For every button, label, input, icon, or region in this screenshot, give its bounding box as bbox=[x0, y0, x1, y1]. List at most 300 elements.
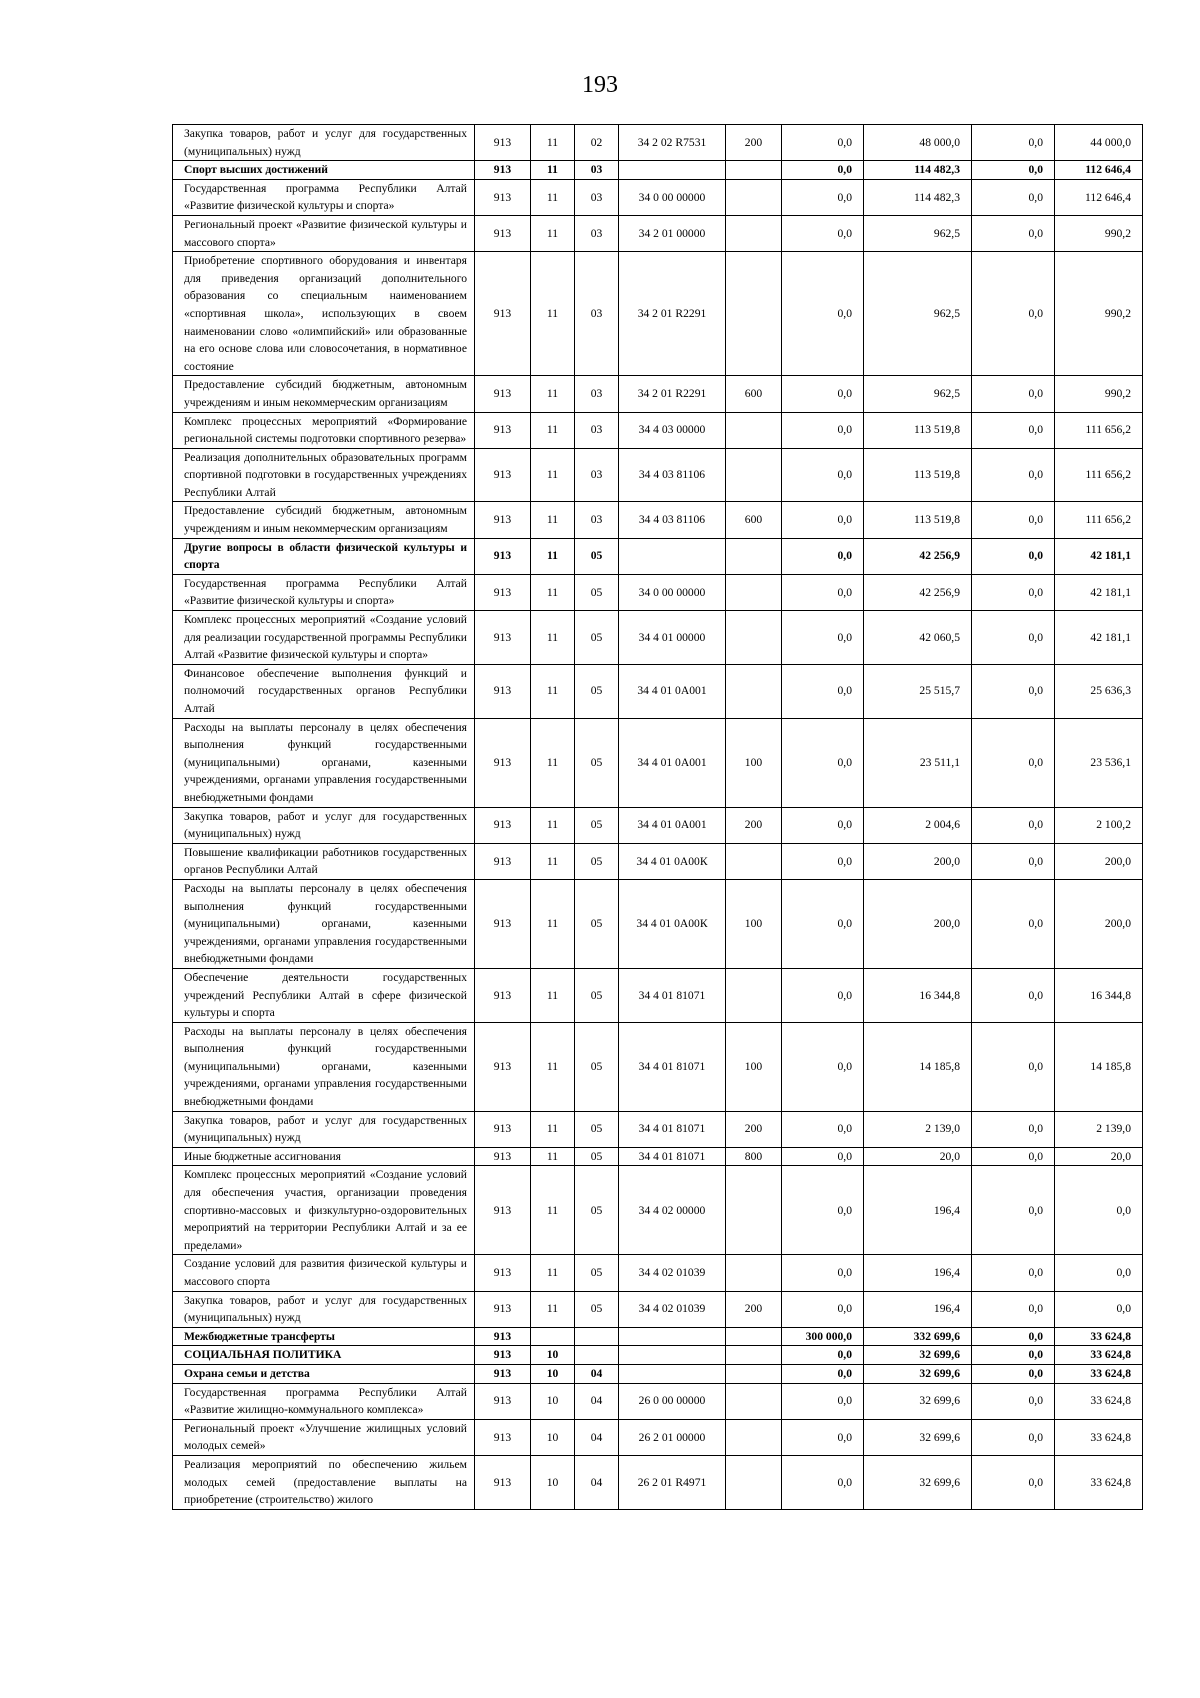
cell-amount-4: 0,0 bbox=[1055, 1291, 1143, 1327]
cell-subsection: 03 bbox=[575, 161, 619, 180]
cell-admin-code: 913 bbox=[475, 1419, 531, 1455]
cell-name: Закупка товаров, работ и услуг для государственных (муниципальных) нужд bbox=[173, 1111, 475, 1147]
cell-section: 10 bbox=[531, 1346, 575, 1365]
table-row bbox=[173, 448, 1143, 502]
cell-target-article: 26 2 01 00000 bbox=[619, 1419, 726, 1455]
cell-amount-4: 990,2 bbox=[1055, 215, 1143, 251]
cell-admin-code: 913 bbox=[475, 161, 531, 180]
cell-amount-4: 990,2 bbox=[1055, 252, 1143, 376]
cell-expense-type bbox=[726, 664, 782, 718]
table-row bbox=[173, 1291, 1143, 1327]
cell-amount-4: 0,0 bbox=[1055, 1166, 1143, 1255]
cell-subsection: 02 bbox=[575, 125, 619, 161]
cell-amount-2: 32 699,6 bbox=[864, 1364, 972, 1383]
cell-admin-code: 913 bbox=[475, 252, 531, 376]
cell-subsection: 05 bbox=[575, 1111, 619, 1147]
cell-amount-2: 42 256,9 bbox=[864, 538, 972, 574]
cell-amount-2: 32 699,6 bbox=[864, 1383, 972, 1419]
cell-amount-2: 114 482,3 bbox=[864, 161, 972, 180]
cell-section: 11 bbox=[531, 179, 575, 215]
cell-amount-1: 0,0 bbox=[782, 1147, 864, 1166]
cell-amount-1: 0,0 bbox=[782, 968, 864, 1022]
cell-admin-code: 913 bbox=[475, 968, 531, 1022]
table-row bbox=[173, 502, 1143, 538]
cell-amount-3: 0,0 bbox=[972, 1147, 1055, 1166]
cell-amount-2: 196,4 bbox=[864, 1255, 972, 1291]
table-row bbox=[173, 1166, 1143, 1255]
cell-expense-type bbox=[726, 252, 782, 376]
cell-expense-type bbox=[726, 448, 782, 502]
cell-amount-4: 0,0 bbox=[1055, 1255, 1143, 1291]
table-row bbox=[173, 161, 1143, 180]
cell-amount-1: 0,0 bbox=[782, 1022, 864, 1111]
cell-subsection: 03 bbox=[575, 179, 619, 215]
table-row bbox=[173, 179, 1143, 215]
table-row bbox=[173, 1383, 1143, 1419]
cell-section: 10 bbox=[531, 1383, 575, 1419]
cell-target-article: 34 2 01 R2291 bbox=[619, 252, 726, 376]
cell-amount-4: 42 181,1 bbox=[1055, 574, 1143, 610]
cell-amount-3: 0,0 bbox=[972, 412, 1055, 448]
cell-target-article: 34 4 02 00000 bbox=[619, 1166, 726, 1255]
cell-expense-type: 200 bbox=[726, 125, 782, 161]
cell-amount-3: 0,0 bbox=[972, 1364, 1055, 1383]
cell-name: Расходы на выплаты персоналу в целях обеспечения выполнения функций государственными (муниципальными) органами, казенными учреждениями, органами управления государственными внебюджетными фондами bbox=[173, 1022, 475, 1111]
cell-subsection: 05 bbox=[575, 968, 619, 1022]
cell-amount-2: 42 256,9 bbox=[864, 574, 972, 610]
cell-section: 11 bbox=[531, 1022, 575, 1111]
cell-subsection: 05 bbox=[575, 538, 619, 574]
cell-admin-code: 913 bbox=[475, 1383, 531, 1419]
cell-admin-code: 913 bbox=[475, 1166, 531, 1255]
table-row bbox=[173, 664, 1143, 718]
cell-amount-4: 42 181,1 bbox=[1055, 611, 1143, 665]
page-number: 193 bbox=[582, 72, 618, 98]
cell-name: Другие вопросы в области физической культуры и спорта bbox=[173, 538, 475, 574]
cell-amount-1: 0,0 bbox=[782, 538, 864, 574]
cell-admin-code: 913 bbox=[475, 215, 531, 251]
cell-amount-1: 0,0 bbox=[782, 1419, 864, 1455]
cell-name: Приобретение спортивного оборудования и инвентаря для приведения организаций дополнительного образования со специальным наименованием «спортивная школа», использующих в своем наименовании слово «олимпийский» или образованные на его основе слова или словосочетания, в нормативное состояние bbox=[173, 252, 475, 376]
cell-amount-4: 200,0 bbox=[1055, 879, 1143, 968]
cell-amount-1: 0,0 bbox=[782, 215, 864, 251]
cell-section: 11 bbox=[531, 376, 575, 412]
cell-section: 11 bbox=[531, 1255, 575, 1291]
cell-expense-type: 100 bbox=[726, 1022, 782, 1111]
cell-amount-1: 0,0 bbox=[782, 1346, 864, 1365]
cell-amount-3: 0,0 bbox=[972, 611, 1055, 665]
cell-target-article: 34 4 03 81106 bbox=[619, 448, 726, 502]
table-row bbox=[173, 125, 1143, 161]
table-row bbox=[173, 1022, 1143, 1111]
cell-subsection: 05 bbox=[575, 1291, 619, 1327]
cell-expense-type bbox=[726, 1383, 782, 1419]
cell-target-article bbox=[619, 538, 726, 574]
cell-name: Комплекс процессных мероприятий «Формирование региональной системы подготовки спортивного резерва» bbox=[173, 412, 475, 448]
cell-admin-code: 913 bbox=[475, 1022, 531, 1111]
cell-amount-3: 0,0 bbox=[972, 1291, 1055, 1327]
cell-amount-1: 0,0 bbox=[782, 161, 864, 180]
cell-amount-3: 0,0 bbox=[972, 1383, 1055, 1419]
cell-amount-4: 33 624,8 bbox=[1055, 1455, 1143, 1509]
cell-amount-1: 0,0 bbox=[782, 1383, 864, 1419]
cell-target-article: 34 4 02 01039 bbox=[619, 1291, 726, 1327]
cell-expense-type bbox=[726, 179, 782, 215]
cell-target-article: 26 0 00 00000 bbox=[619, 1383, 726, 1419]
cell-name: Закупка товаров, работ и услуг для государственных (муниципальных) нужд bbox=[173, 125, 475, 161]
table-row bbox=[173, 376, 1143, 412]
cell-section bbox=[531, 1327, 575, 1346]
cell-admin-code: 913 bbox=[475, 448, 531, 502]
cell-expense-type bbox=[726, 1455, 782, 1509]
cell-amount-4: 111 656,2 bbox=[1055, 448, 1143, 502]
cell-amount-1: 0,0 bbox=[782, 502, 864, 538]
table-row bbox=[173, 1346, 1143, 1365]
cell-subsection: 03 bbox=[575, 448, 619, 502]
cell-name: Комплекс процессных мероприятий «Создание условий для обеспечения участия, организации проведения спортивно-массовых и физкультурно-оздоровительных мероприятий на территории Республики Алтай и за ее пределами» bbox=[173, 1166, 475, 1255]
cell-amount-3: 0,0 bbox=[972, 502, 1055, 538]
cell-amount-3: 0,0 bbox=[972, 1166, 1055, 1255]
table-row bbox=[173, 252, 1143, 376]
cell-name: Реализация дополнительных образовательных программ спортивной подготовки в государственных учреждениях Республики Алтай bbox=[173, 448, 475, 502]
table-row bbox=[173, 215, 1143, 251]
cell-target-article bbox=[619, 1346, 726, 1365]
cell-amount-1: 0,0 bbox=[782, 1255, 864, 1291]
cell-name: Создание условий для развития физической культуры и массового спорта bbox=[173, 1255, 475, 1291]
cell-name: Обеспечение деятельности государственных учреждений Республики Алтай в сфере физической культуры и спорта bbox=[173, 968, 475, 1022]
cell-subsection: 05 bbox=[575, 1166, 619, 1255]
cell-name: Государственная программа Республики Алтай «Развитие физической культуры и спорта» bbox=[173, 574, 475, 610]
cell-target-article: 34 0 00 00000 bbox=[619, 574, 726, 610]
cell-target-article: 34 2 01 00000 bbox=[619, 215, 726, 251]
table-row bbox=[173, 1255, 1143, 1291]
cell-expense-type bbox=[726, 968, 782, 1022]
cell-amount-4: 2 100,2 bbox=[1055, 807, 1143, 843]
cell-amount-4: 14 185,8 bbox=[1055, 1022, 1143, 1111]
cell-section: 11 bbox=[531, 448, 575, 502]
cell-amount-1: 0,0 bbox=[782, 376, 864, 412]
cell-amount-3: 0,0 bbox=[972, 179, 1055, 215]
cell-name: СОЦИАЛЬНАЯ ПОЛИТИКА bbox=[173, 1346, 475, 1365]
cell-target-article: 34 4 01 0А001 bbox=[619, 718, 726, 807]
cell-target-article: 34 4 03 81106 bbox=[619, 502, 726, 538]
cell-amount-4: 33 624,8 bbox=[1055, 1383, 1143, 1419]
table-row bbox=[173, 412, 1143, 448]
cell-section: 11 bbox=[531, 161, 575, 180]
cell-amount-1: 0,0 bbox=[782, 1364, 864, 1383]
cell-subsection: 05 bbox=[575, 807, 619, 843]
cell-amount-3: 0,0 bbox=[972, 376, 1055, 412]
cell-amount-2: 25 515,7 bbox=[864, 664, 972, 718]
cell-expense-type bbox=[726, 412, 782, 448]
cell-admin-code: 913 bbox=[475, 502, 531, 538]
cell-amount-3: 0,0 bbox=[972, 1111, 1055, 1147]
cell-subsection: 03 bbox=[575, 376, 619, 412]
cell-amount-3: 0,0 bbox=[972, 538, 1055, 574]
cell-target-article: 34 4 01 0А00К bbox=[619, 879, 726, 968]
cell-amount-3: 0,0 bbox=[972, 1327, 1055, 1346]
table-row bbox=[173, 718, 1143, 807]
cell-amount-2: 200,0 bbox=[864, 843, 972, 879]
cell-name: Закупка товаров, работ и услуг для государственных (муниципальных) нужд bbox=[173, 1291, 475, 1327]
cell-amount-2: 48 000,0 bbox=[864, 125, 972, 161]
cell-amount-1: 0,0 bbox=[782, 807, 864, 843]
cell-amount-3: 0,0 bbox=[972, 125, 1055, 161]
cell-amount-2: 32 699,6 bbox=[864, 1419, 972, 1455]
cell-amount-4: 25 636,3 bbox=[1055, 664, 1143, 718]
cell-admin-code: 913 bbox=[475, 412, 531, 448]
cell-subsection: 03 bbox=[575, 252, 619, 376]
cell-amount-1: 0,0 bbox=[782, 448, 864, 502]
cell-expense-type bbox=[726, 1419, 782, 1455]
cell-name: Региональный проект «Улучшение жилищных условий молодых семей» bbox=[173, 1419, 475, 1455]
cell-amount-3: 0,0 bbox=[972, 448, 1055, 502]
cell-name: Реализация мероприятий по обеспечению жильем молодых семей (предоставление выплаты на приобретение (строительство) жилого bbox=[173, 1455, 475, 1509]
cell-target-article: 34 4 01 0А00К bbox=[619, 843, 726, 879]
cell-amount-2: 42 060,5 bbox=[864, 611, 972, 665]
cell-amount-3: 0,0 bbox=[972, 664, 1055, 718]
cell-admin-code: 913 bbox=[475, 843, 531, 879]
cell-expense-type bbox=[726, 1364, 782, 1383]
cell-admin-code: 913 bbox=[475, 807, 531, 843]
cell-expense-type: 100 bbox=[726, 718, 782, 807]
cell-section: 11 bbox=[531, 538, 575, 574]
cell-amount-1: 0,0 bbox=[782, 125, 864, 161]
cell-name: Охрана семьи и детства bbox=[173, 1364, 475, 1383]
cell-amount-3: 0,0 bbox=[972, 843, 1055, 879]
cell-amount-3: 0,0 bbox=[972, 807, 1055, 843]
cell-subsection bbox=[575, 1327, 619, 1346]
cell-admin-code: 913 bbox=[475, 574, 531, 610]
cell-name: Расходы на выплаты персоналу в целях обеспечения выполнения функций государственными (муниципальными) органами, казенными учреждениями, органами управления государственными внебюджетными фондами bbox=[173, 879, 475, 968]
cell-admin-code: 913 bbox=[475, 1255, 531, 1291]
cell-expense-type bbox=[726, 574, 782, 610]
cell-amount-1: 0,0 bbox=[782, 1291, 864, 1327]
table-row bbox=[173, 843, 1143, 879]
cell-expense-type: 200 bbox=[726, 807, 782, 843]
cell-admin-code: 913 bbox=[475, 879, 531, 968]
cell-target-article: 26 2 01 R4971 bbox=[619, 1455, 726, 1509]
cell-subsection: 04 bbox=[575, 1419, 619, 1455]
cell-amount-4: 16 344,8 bbox=[1055, 968, 1143, 1022]
cell-amount-2: 2 139,0 bbox=[864, 1111, 972, 1147]
cell-section: 11 bbox=[531, 807, 575, 843]
cell-amount-1: 0,0 bbox=[782, 718, 864, 807]
cell-section: 11 bbox=[531, 502, 575, 538]
cell-admin-code: 913 bbox=[475, 1111, 531, 1147]
cell-admin-code: 913 bbox=[475, 664, 531, 718]
cell-amount-3: 0,0 bbox=[972, 1255, 1055, 1291]
cell-admin-code: 913 bbox=[475, 538, 531, 574]
cell-expense-type bbox=[726, 161, 782, 180]
cell-target-article: 34 2 02 R7531 bbox=[619, 125, 726, 161]
cell-name: Комплекс процессных мероприятий «Создание условий для реализации государственной программы Республики Алтай «Развитие физической культуры и спорта» bbox=[173, 611, 475, 665]
cell-admin-code: 913 bbox=[475, 1364, 531, 1383]
cell-amount-2: 962,5 bbox=[864, 215, 972, 251]
cell-amount-3: 0,0 bbox=[972, 1455, 1055, 1509]
cell-subsection: 05 bbox=[575, 1147, 619, 1166]
table-row bbox=[173, 1455, 1143, 1509]
cell-section: 11 bbox=[531, 412, 575, 448]
cell-section: 11 bbox=[531, 718, 575, 807]
cell-section: 11 bbox=[531, 125, 575, 161]
cell-amount-4: 111 656,2 bbox=[1055, 502, 1143, 538]
cell-amount-3: 0,0 bbox=[972, 574, 1055, 610]
cell-admin-code: 913 bbox=[475, 1147, 531, 1166]
cell-amount-4: 42 181,1 bbox=[1055, 538, 1143, 574]
cell-expense-type bbox=[726, 1327, 782, 1346]
cell-target-article: 34 4 01 81071 bbox=[619, 968, 726, 1022]
cell-admin-code: 913 bbox=[475, 179, 531, 215]
cell-amount-1: 0,0 bbox=[782, 879, 864, 968]
cell-subsection: 05 bbox=[575, 1255, 619, 1291]
cell-name: Финансовое обеспечение выполнения функций и полномочий государственных органов Республики Алтай bbox=[173, 664, 475, 718]
cell-name: Спорт высших достижений bbox=[173, 161, 475, 180]
table-row bbox=[173, 1147, 1143, 1166]
cell-expense-type: 200 bbox=[726, 1111, 782, 1147]
cell-subsection: 05 bbox=[575, 718, 619, 807]
cell-expense-type bbox=[726, 1346, 782, 1365]
cell-amount-3: 0,0 bbox=[972, 718, 1055, 807]
cell-target-article: 34 4 01 81071 bbox=[619, 1147, 726, 1166]
cell-amount-3: 0,0 bbox=[972, 1022, 1055, 1111]
cell-subsection: 05 bbox=[575, 1022, 619, 1111]
cell-section: 11 bbox=[531, 1291, 575, 1327]
cell-amount-1: 0,0 bbox=[782, 664, 864, 718]
cell-amount-1: 0,0 bbox=[782, 252, 864, 376]
cell-subsection: 05 bbox=[575, 664, 619, 718]
cell-name: Расходы на выплаты персоналу в целях обеспечения выполнения функций государственными (муниципальными) органами, казенными учреждениями, органами управления государственными внебюджетными фондами bbox=[173, 718, 475, 807]
cell-admin-code: 913 bbox=[475, 1346, 531, 1365]
cell-section: 11 bbox=[531, 879, 575, 968]
table-row bbox=[173, 574, 1143, 610]
cell-name: Межбюджетные трансферты bbox=[173, 1327, 475, 1346]
cell-admin-code: 913 bbox=[475, 376, 531, 412]
cell-section: 11 bbox=[531, 968, 575, 1022]
budget-table bbox=[172, 124, 1143, 1510]
cell-amount-2: 200,0 bbox=[864, 879, 972, 968]
cell-expense-type bbox=[726, 611, 782, 665]
cell-name: Региональный проект «Развитие физической культуры и массового спорта» bbox=[173, 215, 475, 251]
table-row bbox=[173, 611, 1143, 665]
cell-amount-3: 0,0 bbox=[972, 252, 1055, 376]
cell-admin-code: 913 bbox=[475, 1455, 531, 1509]
cell-name: Государственная программа Республики Алтай «Развитие физической культуры и спорта» bbox=[173, 179, 475, 215]
cell-admin-code: 913 bbox=[475, 125, 531, 161]
cell-amount-2: 114 482,3 bbox=[864, 179, 972, 215]
cell-section: 10 bbox=[531, 1419, 575, 1455]
cell-subsection bbox=[575, 1346, 619, 1365]
table-row bbox=[173, 879, 1143, 968]
cell-subsection: 03 bbox=[575, 215, 619, 251]
cell-target-article: 34 4 01 0А001 bbox=[619, 664, 726, 718]
cell-subsection: 04 bbox=[575, 1455, 619, 1509]
cell-amount-4: 111 656,2 bbox=[1055, 412, 1143, 448]
table-row bbox=[173, 1364, 1143, 1383]
cell-target-article: 34 0 00 00000 bbox=[619, 179, 726, 215]
cell-amount-4: 990,2 bbox=[1055, 376, 1143, 412]
cell-target-article bbox=[619, 1364, 726, 1383]
cell-amount-2: 332 699,6 bbox=[864, 1327, 972, 1346]
cell-amount-1: 0,0 bbox=[782, 574, 864, 610]
cell-target-article: 34 4 01 00000 bbox=[619, 611, 726, 665]
cell-amount-2: 113 519,8 bbox=[864, 412, 972, 448]
cell-target-article: 34 4 01 81071 bbox=[619, 1022, 726, 1111]
cell-section: 11 bbox=[531, 1147, 575, 1166]
cell-name: Повышение квалификации работников государственных органов Республики Алтай bbox=[173, 843, 475, 879]
cell-amount-2: 23 511,1 bbox=[864, 718, 972, 807]
cell-subsection: 05 bbox=[575, 843, 619, 879]
cell-section: 11 bbox=[531, 843, 575, 879]
cell-amount-2: 14 185,8 bbox=[864, 1022, 972, 1111]
cell-name: Закупка товаров, работ и услуг для государственных (муниципальных) нужд bbox=[173, 807, 475, 843]
cell-section: 11 bbox=[531, 215, 575, 251]
cell-section: 11 bbox=[531, 611, 575, 665]
cell-amount-2: 962,5 bbox=[864, 376, 972, 412]
table-row bbox=[173, 968, 1143, 1022]
cell-target-article: 34 4 03 00000 bbox=[619, 412, 726, 448]
cell-amount-4: 200,0 bbox=[1055, 843, 1143, 879]
cell-amount-4: 2 139,0 bbox=[1055, 1111, 1143, 1147]
cell-amount-2: 113 519,8 bbox=[864, 448, 972, 502]
cell-subsection: 05 bbox=[575, 574, 619, 610]
cell-expense-type: 600 bbox=[726, 502, 782, 538]
cell-amount-4: 33 624,8 bbox=[1055, 1419, 1143, 1455]
cell-section: 11 bbox=[531, 664, 575, 718]
cell-amount-3: 0,0 bbox=[972, 879, 1055, 968]
cell-section: 11 bbox=[531, 1111, 575, 1147]
cell-amount-3: 0,0 bbox=[972, 1346, 1055, 1365]
cell-name: Иные бюджетные ассигнования bbox=[173, 1147, 475, 1166]
cell-expense-type bbox=[726, 843, 782, 879]
cell-expense-type bbox=[726, 538, 782, 574]
cell-amount-4: 20,0 bbox=[1055, 1147, 1143, 1166]
cell-amount-4: 112 646,4 bbox=[1055, 161, 1143, 180]
cell-target-article bbox=[619, 161, 726, 180]
cell-admin-code: 913 bbox=[475, 1327, 531, 1346]
cell-subsection: 03 bbox=[575, 502, 619, 538]
cell-expense-type: 100 bbox=[726, 879, 782, 968]
cell-expense-type: 200 bbox=[726, 1291, 782, 1327]
cell-subsection: 04 bbox=[575, 1364, 619, 1383]
cell-target-article: 34 4 02 01039 bbox=[619, 1255, 726, 1291]
cell-expense-type bbox=[726, 1255, 782, 1291]
cell-amount-4: 112 646,4 bbox=[1055, 179, 1143, 215]
cell-target-article: 34 4 01 81071 bbox=[619, 1111, 726, 1147]
cell-amount-2: 196,4 bbox=[864, 1166, 972, 1255]
cell-amount-2: 962,5 bbox=[864, 252, 972, 376]
cell-subsection: 05 bbox=[575, 611, 619, 665]
cell-amount-4: 33 624,8 bbox=[1055, 1346, 1143, 1365]
table-row bbox=[173, 538, 1143, 574]
cell-section: 11 bbox=[531, 574, 575, 610]
cell-amount-2: 32 699,6 bbox=[864, 1455, 972, 1509]
cell-expense-type bbox=[726, 215, 782, 251]
cell-amount-2: 20,0 bbox=[864, 1147, 972, 1166]
cell-expense-type: 600 bbox=[726, 376, 782, 412]
cell-amount-1: 0,0 bbox=[782, 611, 864, 665]
table-row bbox=[173, 1419, 1143, 1455]
cell-amount-3: 0,0 bbox=[972, 1419, 1055, 1455]
cell-subsection: 04 bbox=[575, 1383, 619, 1419]
table-row bbox=[173, 1327, 1143, 1346]
cell-target-article: 34 4 01 0А001 bbox=[619, 807, 726, 843]
cell-amount-4: 33 624,8 bbox=[1055, 1364, 1143, 1383]
cell-amount-1: 0,0 bbox=[782, 1455, 864, 1509]
cell-amount-1: 0,0 bbox=[782, 1111, 864, 1147]
cell-amount-1: 0,0 bbox=[782, 179, 864, 215]
cell-amount-1: 0,0 bbox=[782, 412, 864, 448]
